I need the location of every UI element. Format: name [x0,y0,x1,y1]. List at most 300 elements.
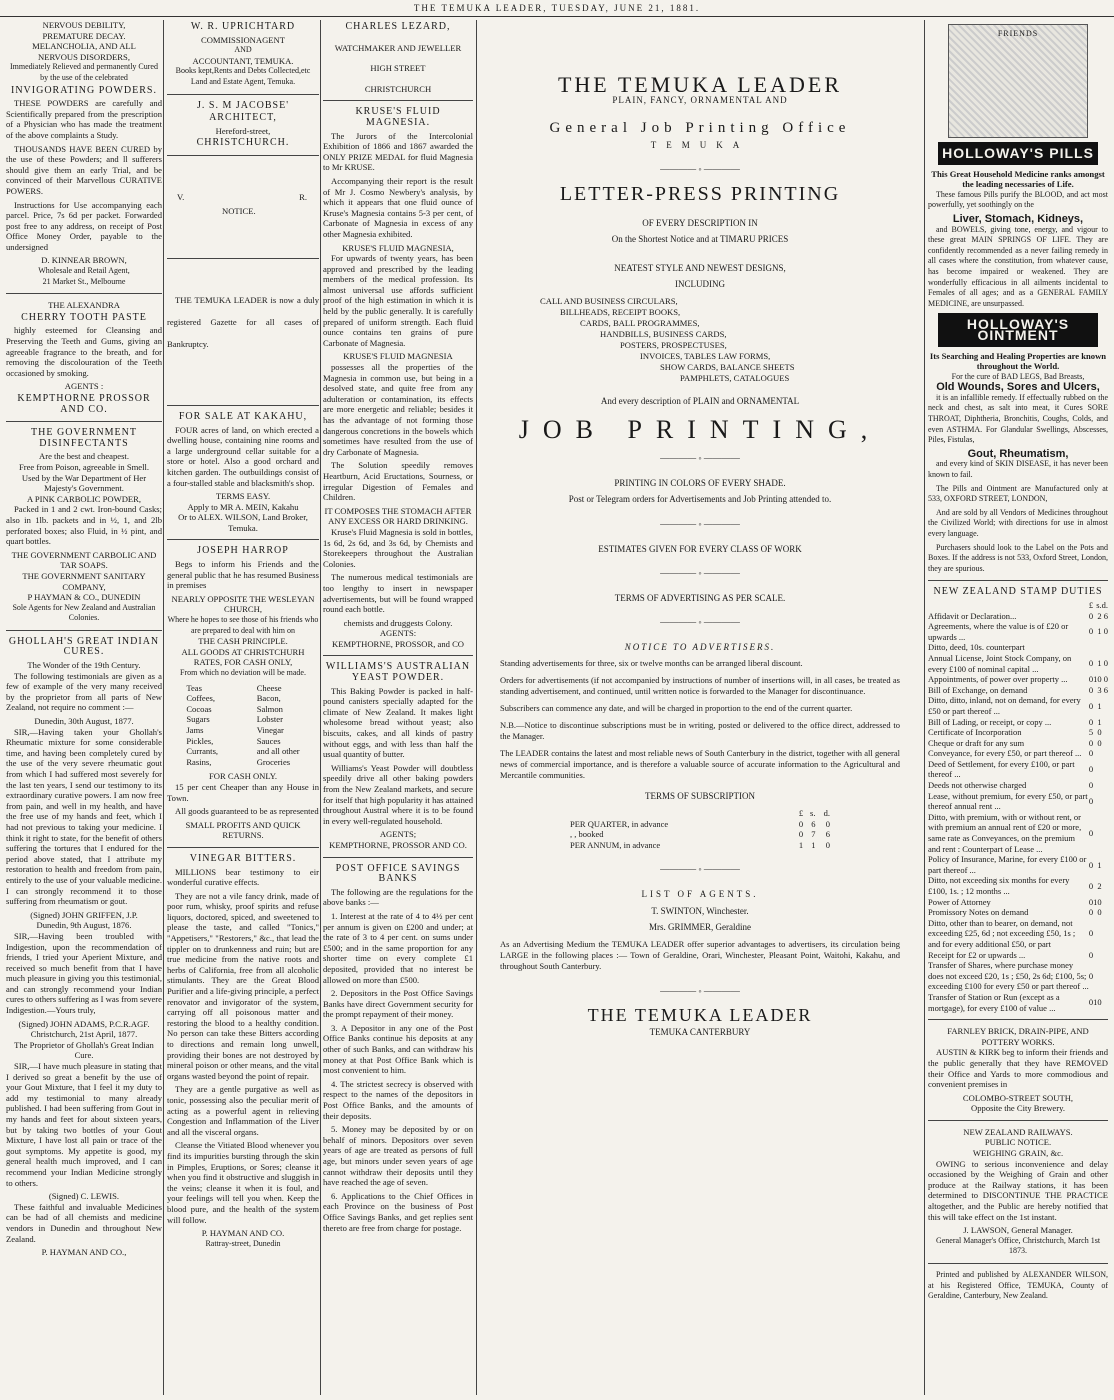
table-cell [1093,642,1102,653]
service-item: HANDBILLS, BUSINESS CARDS, [600,328,727,339]
table-cell [1102,812,1108,854]
table-cell [1093,950,1102,961]
table-cell: 0 [1088,827,1094,838]
ad-text: Opposite the City Brewery. [971,1103,1065,1114]
table-cell: Power of Attorney [928,896,991,907]
ad-agent: KEMPTHORNE, PROSSOR AND CO. [329,839,467,850]
ad-heading: P HAYMAN & CO., DUNEDIN [27,592,141,603]
notice-text: 4. The strictest secrecy is observed with respect to the names of the depositors in Post Office Banks, and the amounts of their deposits. [323,1078,473,1121]
ad-heading: FOR CASH ONLY. [209,771,277,782]
ad-heading: IT COMPOSES THE STOMACH AFTER ANY EXCESS OR HARD DRINKING. [324,505,472,527]
notice-letter: R. [299,191,307,202]
table-cell: 5 [1088,727,1094,738]
service-item: SHOW CARDS, BALANCE SHEETS [660,361,795,372]
divider [928,580,1108,581]
table-cell [1102,897,1108,908]
goods-item: Groceries [256,756,291,767]
ad-text: Rattray-street, Dunedin [205,1238,281,1248]
divider [6,293,162,294]
goods-item: Cocoas [186,703,212,714]
ad-text: Used by the War Department of Her Majesty's Government. [21,472,147,494]
notice-text: THE TEMUKA LEADER is now a duly registered Gazette for all cases of Bankruptcy. [167,294,319,349]
divider [167,847,319,848]
yeast-powder-ad [323,662,473,850]
goods-item: Vinegar [256,724,284,735]
table-row [570,829,830,840]
table-row [928,791,1108,812]
table-cell: £ [798,808,804,819]
table-cell: 10 [1093,896,1102,907]
table-cell: Annual License, Joint Stock Company, on every £100 of nominal capital ... [928,652,1072,674]
ad-signature: (Signed) JOHN ADAMS, P.C.R.AGF. [18,1018,150,1029]
table-cell [1093,960,1102,992]
ad-title: VINEGAR BITTERS. [189,852,297,864]
harrop-ad [167,546,319,840]
ad-text: chemists and druggests Colony. [343,617,453,628]
table-cell [1102,875,1108,896]
table-cell [1093,780,1102,791]
ornament-divider: ———— ◦ ———— [660,453,740,464]
table-cell: PER QUARTER, in advance [570,818,669,829]
kakahu-sale-ad [167,412,319,534]
stamp-duties-table [928,600,1108,1013]
ad-agent: P. HAYMAN AND CO. [201,1228,285,1239]
table-cell: 10 [1093,674,1102,685]
agent-name: T. SWINTON, Winchester. [651,905,749,916]
service-item: BILLHEADS, RECEIPT BOOKS, [560,306,681,317]
brick-works-ad [928,1026,1108,1114]
ad-signature: (Signed) C. LEWIS. [48,1191,120,1202]
ad-text: possesses all the properties of the Magnesia in common use, but being in a desolved state, and quite free from any adulteration or contamination, its effects are more energetic and reliable; besides it has the advantage of not forming those dangerous concretions in the bowels which sometimes have resulted from the use of dry Carbonate of Magnesia. [323,362,473,457]
column-rule [924,20,925,1395]
ad-heading: COMMISSIONAGENT [200,34,286,45]
holloway-emblem-image [948,24,1088,138]
ad-text: The Proprietor of Ghollah's Great Indian Cure. [14,1039,154,1061]
ad-text: Orders for advertisements (if not accompanied by instructions of number of insertions will, in all cases, be treated as standing advertisement, and continued, until written notice is forwarded to the Manager for discontinuance. [500,675,900,697]
table-cell: 0 [1088,626,1094,637]
table-row [928,960,1108,992]
table-cell: s. [810,808,816,819]
ad-heading: THE GOVERNMENT SANITARY COMPANY, [22,570,146,592]
table-cell: 2 [1097,610,1102,621]
ad-heading: TERMS OF SUBSCRIPTION [644,791,756,802]
table-cell: 0 [1088,684,1094,695]
ad-text: They are a gentle purgative as well as tonic, possessing also the peculiar merit of acting as a powerful agent in relieving Congestion and Inflammation of the Liver and all the visceral organs. [167,1084,319,1137]
vinegar-bitters-ad [167,854,319,1249]
table-cell: 0 [1088,949,1094,960]
ad-text: AGENTS: [379,628,417,639]
table-cell: 0 [825,818,830,829]
table-cell [1102,918,1108,950]
table-cell [1093,791,1102,812]
column-rule [163,20,164,1395]
table-cell: Promissory Notes on demand [928,907,1029,918]
divider [323,857,473,858]
ad-text: These famous Pills purify the BLOOD, and act most powerfully, yet soothingly on the [928,189,1108,210]
ad-text: Subscribers can commence any date, and will be charged in proportion to the end of the current quarter. [500,703,853,714]
table-cell: Transfer of Shares, where purchase money does not exceed £20, 1s ; £50, 2s 6d; £100, 5s; exceeding £100 for every £50 or part thereof ... [928,960,1089,992]
table-row [928,653,1108,674]
table-row [928,695,1108,716]
table-cell: Ditto, with premium, with or without rent, or with premium an annual rent of £20 or more, same rate as Conveyances, on the premium and rent : Counterpart of Lease ... [928,811,1082,854]
ad-text: The LEADER contains the latest and most reliable news of South Canterbury in the district, together with all general news of commercial importance, and is therefore a valuable source of accurate information to the Agricultural and Mercantile communities. [500,748,900,781]
ad-text: The Wonder of the 19th Century. [27,660,141,671]
table-cell: 1 [1097,626,1102,637]
goods-item: Cheese [256,682,282,693]
ad-text: ESTIMATES GIVEN FOR EVERY CLASS OF WORK [598,543,802,554]
goods-column [257,683,300,768]
divider [6,421,162,422]
ad-text: Kruse's Fluid Magnesia is sold in bottles, 1s 6d, 2s 6d, and 3s 6d, by Chemists and Storekeepers throughout the Australian Colonies. [323,526,473,569]
notice-heading: PUBLIC NOTICE. [984,1137,1052,1148]
table-cell: 0 [798,829,804,840]
ad-text: SIR,—Having taken your Ghollah's Rheumatic mixture for some considerable time, and having been completely cured by the use of the very severe rheumatic gout from which I had suffered most severely for the last ten years, I send our testimony to its extraordinary curative powers. I am now free from pain, and well in my health, and have the free use of my hands and feet, which I had not previous to taking your medicine. I think it right to state, for the benefit of others suffering the tortures that I endured for the period above stated, that I attribute my restoration to health and freedom from pain, entirely to the use of your valuable medicine. I can strongly recommend it to those suffering from rheumatism or gout. [6,726,162,907]
goods-item: Rasins, [186,756,212,767]
table-row [928,685,1108,696]
table-cell: Bill of Lading, or receipt, or copy ... [928,716,1052,727]
table-cell: Lease, without premium, for every £50, or part thereof annual rent ... [928,790,1088,812]
table-cell: 1 [811,839,816,850]
ad-title: GHOLLAH'S GREAT INDIAN CURES. [8,635,160,658]
table-cell: 0 [825,839,830,850]
table-cell [1102,738,1108,749]
table-cell: Ditto, other than to bearer, on demand, not exceeding £25, 6d ; not exceeding £50, 1s ; and for every additional £50, or part [928,917,1076,949]
ad-heading: MELANCHOLIA, AND ALL [32,41,136,52]
ad-heading: NERVOUS DISORDERS, [38,51,130,62]
jacobs-ad [167,101,319,149]
gazette-notice [167,289,319,399]
goods-item: and all other [256,746,300,757]
table-cell: 0 [1088,880,1094,891]
ad-title: THE TEMUKA LEADER [587,1005,813,1026]
ad-text: For the cure of BAD LEGS, Bad Breasts, [951,371,1085,381]
table-cell: Ditto, not exceeding six months for every £100, 1s. ; 12 months ... [928,875,1070,896]
table-cell [1102,950,1108,961]
ad-text: For upwards of twenty years, has been approved and prescribed by the leading members of the medical profession. Its almost universal use affords sufficient proof of the high estimation in which it is held by the public generally. It is carefully prepared of uniform strength. Each fluid ounce contains ten grains of pure Carbonate of Magnesia. [323,253,473,348]
ad-text: Books kept,Rents and Debts Collected,etc Land and Estate Agent, Temuka. [175,66,311,86]
ornament-divider: ———— ◦ ———— [660,164,740,175]
ad-text: 15 per cent Cheaper than any House in Town. [167,781,319,803]
table-cell: Deeds not otherwise charged [928,780,1027,791]
ornament-divider: ———— ◦ ———— [660,568,740,579]
ad-heading: CHRISTCHURCH. [196,137,290,149]
ad-text: Purchasers should look to the Label on the Pots and Boxes. If the address is not 533, Oxford Street, London, they are spurious. [928,542,1108,573]
table-cell: 0 [1097,727,1102,738]
ad-text: Cleanse the Vitiated Blood whenever you find its impurities bursting through the skin in Pimples, Eruptions, or Sores; cleanse it when you find it obstructive and sluggish in the veins; cleanse it when it is foul, and your feelings will tell you when. Keep the blood pure, and the health of the system will follow. [167,1140,319,1225]
ad-text: 21 Market St., Melbourne [42,276,126,286]
table-cell [1102,992,1108,1013]
table-row [928,780,1108,791]
ad-heading: HIGH STREET [370,63,426,74]
column-1 [6,20,162,1395]
ad-text: Hereford-street, [215,125,271,136]
ad-text: Free from Poison, agreeable in Smell. [18,461,150,472]
ad-signature: D. KINNEAR BROWN, [41,255,127,266]
ad-text: Immediately Relieved and permanently Cured by the use of the celebrated [10,62,158,82]
table-row [928,897,1108,908]
table-row [928,992,1108,1013]
divider [323,655,473,656]
goods-item: Currants, [186,746,219,757]
table-cell: 3 [1097,684,1102,695]
ad-text: Instructions for Use accompanying each parcel. Price, 7s 6d per packet. Forwarded post free to any address, on receipt of Post Office Money Order, payable to the undersigned [6,199,162,252]
ad-place: TEMUKA [650,139,750,150]
ad-title: WILLIAMS'S AUSTRALIAN YEAST POWDER. [325,661,471,684]
column-rule [320,20,321,1395]
ad-text: Post or Telegram orders for Advertisements and Job Printing attended to. [568,494,832,505]
table-row [928,875,1108,896]
service-item: PAMPHLETS, CATALOGUES [680,372,790,383]
table-row [928,759,1108,780]
table-cell: 0 [1103,658,1108,669]
divider [167,94,319,95]
cherry-paste-ad [6,300,162,415]
ad-text: Christchurch, 21st April, 1877. [30,1029,138,1040]
table-cell: 2 [1097,880,1102,891]
ad-heading: Old Wounds, Sores and Ulcers, [936,381,1100,394]
table-row [928,611,1108,622]
ad-text: Are the best and cheapest. [39,451,129,462]
column-rule [476,20,477,1395]
ad-text: SIR,—Having been troubled with Indigestion, upon the recommendation of friends, I tried your Aperient Mixture, and received so much benefit from that I have much pleasure in giving you this testimonial, and can strongly recommend your Indian cures to others suffering as I was from severe Indigestion.—Yours truly, [6,930,162,1016]
ad-title: CHERRY TOOTH PASTE [21,311,147,323]
goods-item: Pickles, [186,735,214,746]
goods-item: Lobster [256,714,283,725]
ad-text: TERMS OF ADVERTISING AS PER SCALE. [614,592,786,603]
ad-text: From which no deviation will be made. [180,668,306,677]
ad-title: FOR SALE AT KAKAHU, [178,410,308,422]
table-cell: 6 [811,818,816,829]
table-cell: 0 [1088,795,1094,806]
table-cell [1102,854,1108,875]
goods-item: Teas [186,682,202,693]
ad-text: They are not a vile fancy drink, made of poor rum, whisky, proof spirits and refuse liquors, doctored, spiced, and sweetened to please the taste, and called "Tonics," "Appetisers," "Restorers," &c., that lead the tippler on to drunkenness and ruin; but are true medicine from the native roots and herbs of California, free from all alcoholic stimulants. They are the Great Blood Purifier and a life-giving principle, a perfect renovator and invigorator of the system, carrying off all poisonous matter and restoring the blood to a healthy condition. No person can take these Bitters according to directions and remain long unwell, providing their bones are not destroyed by mineral poison or other means, and the vital organs wasted beyond the point of repair. [167,890,319,1081]
table-cell: 1 [798,839,804,850]
ad-heading: CHRISTCHURCH [364,83,432,94]
ornament-divider: ———— ◦ ———— [660,985,740,996]
ad-signature: (Signed) JOHN GRIFFEN, J.P. [30,909,138,920]
ad-text: This Baking Powder is packed in half-pound canisters specially adapted for the climate of New Zealand. It makes light wholesome bread without yeast; also biscuits, cakes, and all kinds of pastry without eggs, and with less than half the usual quantity of butter. [323,685,473,760]
ad-agent: KEMPTHORNE PROSSOR AND CO. [17,393,151,415]
savings-banks-notice [323,864,473,1234]
ad-text: AND [234,45,252,55]
table-cell: Ditto, deed, 10s. counterpart [928,642,1025,653]
ad-text: FOUR acres of land, on which erected a dwelling house, containing nine rooms and a large underground cellar suitable for a store or hotel. Also a good orchard and kitchen garden. The outbuildings consist of a four-stalled stable and blacksmith's shop. [167,424,319,488]
table-cell: , , booked [570,829,604,840]
ad-agent: KEMPTHORNE, PROSSOR, and CO [331,638,465,649]
ad-text: And every description of PLAIN and ORNAMENTAL [600,395,800,406]
ad-text: Accompanying their report is the result of Mr J. Cosmo Newbery's analysis, by which it appears that one fluid ounce of Kruse's Magnesia contains 5-3 per cent, of Carbonate of Magnesia in excess of any other Magnesia exhibited. [323,175,473,239]
ad-heading: WATCHMAKER AND JEWELLER [334,42,462,53]
table-row [928,674,1108,685]
goods-item: Coffees, [186,693,216,704]
table-cell: Transfer of Station or Run (except as a mortgage), for every £100 of value ... [928,991,1060,1013]
ad-subtitle: TEMUKA CANTERBURY [649,1027,751,1037]
ad-heading: NOTICE TO ADVERTISERS. [624,641,776,652]
ad-text: OF EVERY DESCRIPTION IN [642,217,758,228]
ad-heading: THE ALEXANDRA [48,300,120,311]
table-cell: 0 [1088,748,1094,759]
table-cell: 1 [1097,859,1102,870]
table-row [928,727,1108,738]
goods-item: Sugars [186,714,210,725]
ad-heading: THE GOVERNMENT CARBOLIC AND TAR SOAPS. [11,549,157,571]
masthead: THE TEMUKA LEADER, TUESDAY, JUNE 21, 1881. [0,0,1114,17]
ad-heading: General Job Printing Office [549,120,851,137]
ad-text: The Solution speedily removes Heartburn, Acid Eructations, Sourness, or irregular Digestion of Females and Children. [323,460,473,503]
table-cell: Appointments, of power over property ... [928,674,1068,685]
service-item: CARDS, BALL PROGRAMMES, [580,317,700,328]
notice-text: 1. Interest at the rate of 4 to 4½ per cent per annum is given on £200 and under; at the rate of 3 to 4 per cent. on sums under £500; and in the same proportion for any shorter time on every complete £1 deposited, provided that no interest be allowed on more than £500. [323,910,473,985]
ad-title: INVIGORATING POWDERS. [11,84,157,96]
divider [167,258,319,259]
ad-text: And are sold by all Vendors of Medicines throughout the Civilized World; with directions for use in almost every language. [928,507,1108,538]
ad-heading: JOB PRINTING, [518,414,882,444]
notice-signature: J. LAWSON, General Manager. [963,1225,1073,1236]
ad-text: Standing advertisements for three, six or twelve months can be arranged liberal discount. [500,658,803,669]
table-cell: 0 [1088,764,1094,775]
ad-heading: LETTER-PRESS PRINTING [559,182,841,205]
ad-text: Dunedin, 30th August, 1877. [34,716,134,727]
ad-text: The Jurors of the Intercolonial Exhibition of 1866 and 1867 awarded the ONLY PRIZE MEDAL for fluid Magnesia to Mr KRUSE. [323,130,473,173]
railways-notice [928,1127,1108,1257]
ad-heading: KRUSE'S FLUID MAGNESIA, [342,242,454,253]
notice-text: OWING to serious inconvenience and delay occasioned by the Weighing of Grain and other produce at the Railway stations, it has been determined to DISCONTINUE THE PRACTICE altogether, and the Public are hereby notified that this will take effect on the 1st instant. [928,1158,1108,1222]
ad-text: The Pills and Ointment are Manufactured only at 533, OXFORD STREET, LONDON, [928,483,1108,504]
table-cell: 10 [1093,997,1102,1008]
ointment-banner: HOLLOWAY'S OINTMENT [938,313,1098,346]
table-cell: Cheque or draft for any sum [928,737,1025,748]
ad-text: As an Advertising Medium the TEMUKA LEADER offer superior advantages to advertisers, its circulation being LARGE in the following places :— Town of Geraldine, Orari, Winchester, Pleasant Point, Waitohi, Kakahu, and throughout South Canterbury. [500,938,900,971]
ad-heading: Its Searching and Healing Properties are known throughout the World. [929,350,1107,372]
table-cell: 6 [825,829,830,840]
goods-list [167,683,319,768]
table-row [928,950,1108,961]
ad-heading: KRUSE'S FLUID MAGNESIA [343,351,453,362]
goods-item: Jams [186,724,204,735]
divider [167,405,319,406]
ad-text: Apply to MR A. MEIN, Kakahu [187,501,299,512]
table-row [928,717,1108,728]
divider [6,630,162,631]
table-cell: 7 [811,829,816,840]
table-cell: Agreements, where the value is of £20 or upwards ... [928,621,1069,642]
ad-agent: P. HAYMAN AND CO., [41,1247,127,1258]
table-cell [1102,717,1108,728]
ad-heading: NEARLY OPPOSITE THE WESLEYAN CHURCH, [171,593,315,615]
table-row [570,819,830,830]
ad-title: THE TEMUKA LEADER [557,72,843,97]
table-cell [1093,918,1102,950]
ad-text: The numerous medical testimonials are too lengthy to insert in newspaper advertisements, but will be found wrapped round each bottle. [323,572,473,615]
lezard-ad [323,22,473,94]
table-cell: 0 [1088,896,1094,907]
ad-text: and BOWELS, giving tone, energy, and vigour to these great MAIN SPRINGS OF LIFE. They are confidently recommended as a never failing remedy in all cases where the constitution, from whatever cause, has become impaired or weakened. They are wonderfully efficacious in all ailments incidental to Females of all ages; and as a GENERAL FAMILY MEDICINE, are unsurpassed. [928,224,1108,308]
table-cell: Bill of Exchange, on demand [928,684,1028,695]
ad-text: AUSTIN & KIRK beg to inform their friends and the public generally that they have REMOVED their Office and Yards to more commodious and convenient premises in [928,1047,1108,1090]
kruse-magnesia-ad [323,107,473,649]
ad-text: AGENTS : [64,381,104,392]
ad-text: On the Shortest Notice and at TIMARU PRICES [611,234,789,245]
table-cell: 0 [1088,674,1094,685]
ad-text: Sole Agents for New Zealand and Australian Colonies. [12,602,156,623]
table-cell: 0 [1088,928,1094,939]
table-cell: 0 [1088,610,1094,621]
ad-text: INCLUDING [675,279,725,290]
ad-text: Where he hopes to see those of his friends who are prepared to deal with him on [167,615,319,635]
services-list [540,296,920,384]
divider [928,1120,1108,1121]
ad-title: J. S. M JACOBSE' [197,99,289,111]
table-header [928,600,1108,611]
subscription-table [570,808,830,850]
ad-text: MILLIONS bear testimony to eir wonderful curative effects. [167,866,319,888]
ad-heading: COLOMBO-STREET SOUTH, [962,1092,1074,1103]
goods-column [186,683,218,768]
divider [167,539,319,540]
ad-heading: Gout, Rheumatism, [967,447,1069,460]
goods-item: Bacon, [256,693,281,704]
ad-heading: NERVOUS DEBILITY, [42,20,126,30]
notice-title: POST OFFICE SAVINGS BANKS [335,862,461,885]
ad-heading: THE CASH PRINCIPLE. [198,636,288,647]
ad-subtitle: PLAIN, FANCY, ORNAMENTAL AND [612,94,788,105]
ad-title: THE GOVERNMENT DISINFECTANTS [31,427,137,449]
printing-office-ad [480,20,920,1395]
service-item: CALL AND BUSINESS CIRCULARS, [540,295,678,306]
ad-heading: SMALL PROFITS AND QUICK RETURNS. [185,819,301,841]
pills-banner: HOLLOWAY'S PILLS [938,142,1098,165]
table-cell: 1 [1097,658,1102,669]
ad-text: Wholesale and Retail Agent, [38,266,130,276]
ad-text: AGENTS; [379,829,417,840]
table-row [928,748,1108,759]
ad-text: SIR,—I have much pleasure in stating that I derived so great a benefit by the use of your Gout Mixture, that I feel it my duty to add my testimonial to many already published. I had been suffering from Gout in my hands and feet for about sixteen years, but by taking two bottles of your Gout Mixture, I have lost all pain or trace of the gout symptoms. My appetite is good, my general health much improved, and I can recommend your Indian Medicine strongly to others. [6,1061,162,1188]
brown-ad [6,20,162,287]
table-header [570,808,830,819]
ad-text: highly esteemed for Cleansing and Preserving the Teeth and Gums, giving an agreeable fragrance to the breath, and for removing the discolouration of the Teeth occasioned by smoking. [6,325,162,378]
emblem-banner: FRIENDS [997,29,1039,38]
ornament-divider: ———— ◦ ———— [660,864,740,875]
table-cell [1093,759,1102,780]
notice-title: NOTICE. [222,205,256,216]
column-5 [928,20,1108,1395]
ad-title: JOSEPH HARROP [197,545,289,557]
divider [323,100,473,101]
table-cell: 1 [1097,700,1102,711]
ad-text: Dunedin, 9th August, 1876. [36,920,132,931]
table-cell: 0 [1088,737,1094,748]
table-cell [1102,748,1108,759]
table-row [928,854,1108,875]
table-cell: 0 [1088,716,1094,727]
stamp-duties-title: NEW ZEALAND STAMP DUTIES [933,586,1103,598]
ad-text: Or to ALEX. WILSON, Land Broker, Temuka. [178,512,308,533]
ad-text: and every kind of SKIN DISEASE, it has never been known to fail. [928,459,1108,480]
ad-heading: ARCHITECT, [209,112,277,124]
table-cell [1102,960,1108,992]
ad-text: Williams's Yeast Powder will doubtless speedily drive all other baking powders from the New Zealand markets, and secure for itself that high popularity it has attained throughout Austral where it is to be found in every well-regulated household. [323,762,473,826]
table-cell: £ [1088,599,1094,610]
ad-text: N.B.—Notice to discontinue subscriptions must be in writing, posted or delivered to the office direct, addressed to the Manager. [500,720,900,742]
table-cell: Ditto, ditto, inland, not on demand, for every £50 or part thereof ... [928,695,1081,716]
table-cell: PER ANNUM, in advance [570,839,661,850]
table-cell: d. [823,808,830,819]
table-cell: 0 [1103,626,1108,637]
table-cell [1102,642,1108,653]
table-cell: 0 [1088,907,1094,918]
ad-title: CHARLES LEZARD, [345,21,451,32]
